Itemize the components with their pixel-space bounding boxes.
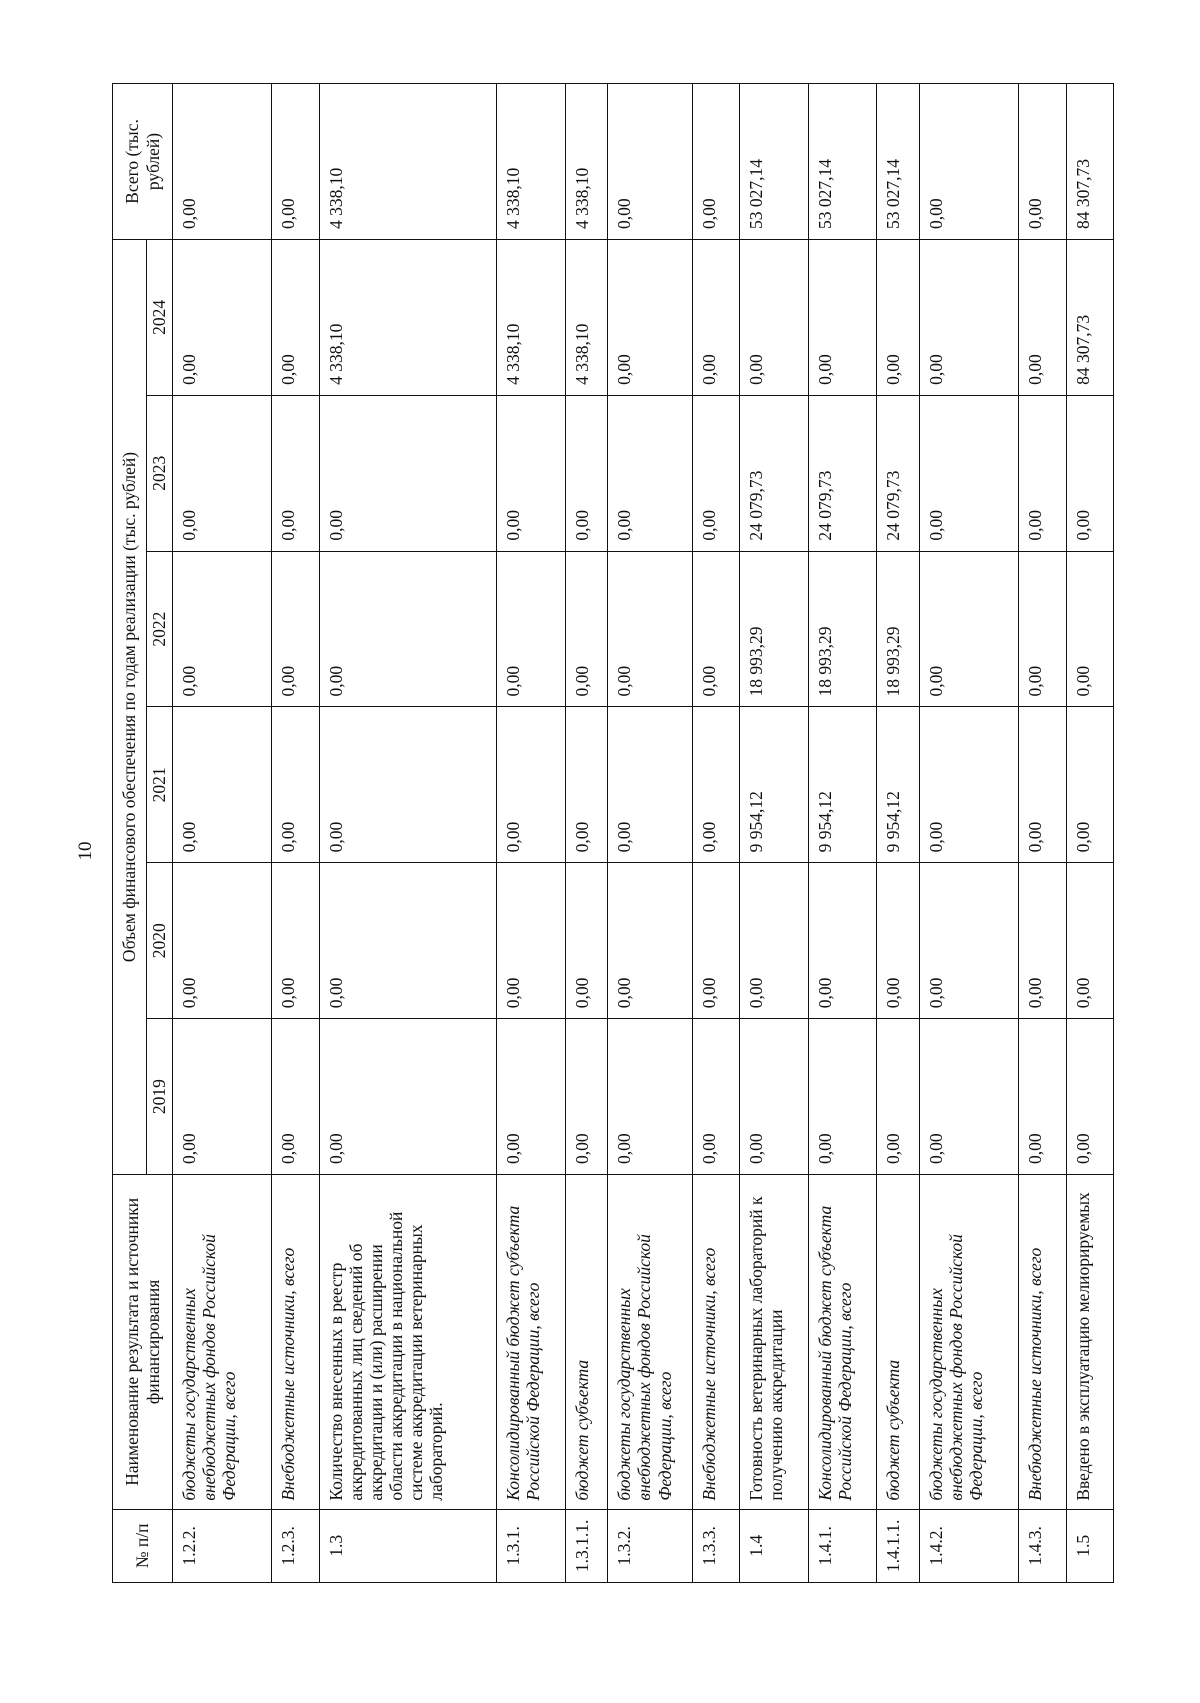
row-name: бюджет субъекта	[877, 1175, 920, 1510]
year-value-cell: 84 307,73	[1066, 239, 1113, 395]
year-value-cell: 0,00	[497, 707, 566, 863]
year-value-cell: 0,00	[1019, 863, 1066, 1019]
year-value-cell: 0,00	[319, 551, 496, 707]
year-value-cell: 0,00	[173, 707, 272, 863]
total-value-cell: 0,00	[692, 84, 739, 240]
header-index: № п/п	[113, 1509, 173, 1582]
year-value-cell: 0,00	[608, 395, 692, 551]
year-value-cell: 0,00	[877, 1019, 920, 1175]
year-value-cell: 0,00	[1019, 551, 1066, 707]
row-name: Консолидированный бюджет субъекта Российской Федерации, всего	[497, 1175, 566, 1510]
total-value-cell: 53 027,14	[740, 84, 809, 240]
table-row	[1019, 84, 1066, 1583]
year-value-cell: 0,00	[272, 239, 319, 395]
financing-table	[112, 83, 1114, 1583]
year-value-cell: 0,00	[565, 1019, 608, 1175]
header-row-1	[113, 84, 147, 1583]
year-value-cell: 0,00	[272, 551, 319, 707]
table-row	[808, 84, 877, 1583]
year-value-cell: 18 993,29	[808, 551, 877, 707]
row-index: 1.4.1.	[808, 1509, 877, 1582]
year-value-cell: 0,00	[1019, 395, 1066, 551]
year-value-cell: 18 993,29	[740, 551, 809, 707]
year-value-cell: 0,00	[692, 239, 739, 395]
table-row	[877, 84, 920, 1583]
year-value-cell: 0,00	[173, 1019, 272, 1175]
total-value-cell: 0,00	[272, 84, 319, 240]
year-value-cell: 0,00	[919, 1019, 1018, 1175]
table-row	[173, 84, 272, 1583]
header-year: 2022	[147, 551, 173, 707]
year-value-cell: 0,00	[497, 1019, 566, 1175]
row-name: Внебюджетные источники, всего	[1019, 1175, 1066, 1510]
year-value-cell: 0,00	[877, 863, 920, 1019]
year-value-cell: 0,00	[173, 863, 272, 1019]
year-value-cell: 0,00	[608, 707, 692, 863]
total-value-cell: 53 027,14	[877, 84, 920, 240]
row-index: 1.5	[1066, 1509, 1113, 1582]
table-row	[608, 84, 692, 1583]
total-value-cell: 0,00	[919, 84, 1018, 240]
total-value-cell: 53 027,14	[808, 84, 877, 240]
year-value-cell: 0,00	[608, 863, 692, 1019]
row-name: бюджет субъекта	[565, 1175, 608, 1510]
year-value-cell: 18 993,29	[877, 551, 920, 707]
total-value-cell: 0,00	[608, 84, 692, 240]
year-value-cell: 0,00	[497, 551, 566, 707]
year-value-cell: 0,00	[740, 1019, 809, 1175]
table-row	[1066, 84, 1113, 1583]
year-value-cell: 0,00	[692, 1019, 739, 1175]
year-value-cell: 0,00	[692, 551, 739, 707]
year-value-cell: 0,00	[808, 863, 877, 1019]
rotated-table-wrapper	[112, 83, 1114, 1583]
row-index: 1.3.1.1.	[565, 1509, 608, 1582]
year-value-cell: 0,00	[740, 239, 809, 395]
row-name: бюджеты государственных внебюджетных фондов Российской Федерации, всего	[173, 1175, 272, 1510]
year-value-cell: 0,00	[808, 1019, 877, 1175]
row-index: 1.4.1.1.	[877, 1509, 920, 1582]
year-value-cell: 24 079,73	[740, 395, 809, 551]
header-year: 2023	[147, 395, 173, 551]
year-value-cell: 0,00	[1019, 707, 1066, 863]
year-value-cell: 0,00	[319, 395, 496, 551]
row-index: 1.4.3.	[1019, 1509, 1066, 1582]
year-value-cell: 0,00	[919, 395, 1018, 551]
header-volume: Объем финансового обеспечения по годам реализации (тыс. рублей)	[113, 239, 147, 1174]
header-total: Всего (тыс. рублей)	[113, 84, 173, 240]
year-value-cell: 0,00	[497, 863, 566, 1019]
year-value-cell: 0,00	[608, 1019, 692, 1175]
year-value-cell: 4 338,10	[565, 239, 608, 395]
total-value-cell: 0,00	[1019, 84, 1066, 240]
year-value-cell: 24 079,73	[877, 395, 920, 551]
total-value-cell: 84 307,73	[1066, 84, 1113, 240]
year-value-cell: 0,00	[1066, 863, 1113, 1019]
year-value-cell: 9 954,12	[877, 707, 920, 863]
table-row	[692, 84, 739, 1583]
year-value-cell: 0,00	[565, 707, 608, 863]
year-value-cell: 0,00	[919, 863, 1018, 1019]
row-name: Внебюджетные источники, всего	[692, 1175, 739, 1510]
year-value-cell: 4 338,10	[497, 239, 566, 395]
row-index: 1.3.3.	[692, 1509, 739, 1582]
row-name: Готовность ветеринарных лабораторий к получению аккредитации	[740, 1175, 809, 1510]
year-value-cell: 0,00	[692, 395, 739, 551]
year-value-cell: 0,00	[272, 707, 319, 863]
year-value-cell: 0,00	[808, 239, 877, 395]
table-row	[740, 84, 809, 1583]
table-row	[272, 84, 319, 1583]
page-number: 10	[75, 841, 96, 861]
year-value-cell: 4 338,10	[319, 239, 496, 395]
year-value-cell: 0,00	[919, 707, 1018, 863]
row-name: Количество внесенных в реестр аккредитованных лиц сведений об аккредитации и (или) расширении области аккредитации в национальной системе аккредитации ветеринарных лабораторий.	[319, 1175, 496, 1510]
year-value-cell: 0,00	[173, 395, 272, 551]
year-value-cell: 0,00	[272, 1019, 319, 1175]
row-index: 1.3.1.	[497, 1509, 566, 1582]
year-value-cell: 9 954,12	[808, 707, 877, 863]
table-row	[919, 84, 1018, 1583]
year-value-cell: 24 079,73	[808, 395, 877, 551]
total-value-cell: 4 338,10	[565, 84, 608, 240]
year-value-cell: 0,00	[497, 395, 566, 551]
row-name: Консолидированный бюджет субъекта Российской Федерации, всего	[808, 1175, 877, 1510]
header-year: 2021	[147, 707, 173, 863]
row-name: Внебюджетные источники, всего	[272, 1175, 319, 1510]
year-value-cell: 0,00	[608, 551, 692, 707]
row-index: 1.4.2.	[919, 1509, 1018, 1582]
table-row	[319, 84, 496, 1583]
year-value-cell: 0,00	[565, 551, 608, 707]
row-name: бюджеты государственных внебюджетных фондов Российской Федерации, всего	[608, 1175, 692, 1510]
header-name: Наименование результата и источники финансирования	[113, 1175, 173, 1510]
year-value-cell: 0,00	[919, 551, 1018, 707]
year-value-cell: 9 954,12	[740, 707, 809, 863]
year-value-cell: 0,00	[173, 551, 272, 707]
year-value-cell: 0,00	[1019, 239, 1066, 395]
year-value-cell: 0,00	[608, 239, 692, 395]
row-index: 1.3.2.	[608, 1509, 692, 1582]
year-value-cell: 0,00	[1066, 1019, 1113, 1175]
year-value-cell: 0,00	[1019, 1019, 1066, 1175]
row-index: 1.3	[319, 1509, 496, 1582]
table-row	[497, 84, 566, 1583]
year-value-cell: 0,00	[1066, 551, 1113, 707]
table-body	[173, 84, 1114, 1583]
year-value-cell: 0,00	[692, 707, 739, 863]
year-value-cell: 0,00	[1066, 395, 1113, 551]
year-value-cell: 0,00	[692, 863, 739, 1019]
total-value-cell: 0,00	[173, 84, 272, 240]
table-row	[565, 84, 608, 1583]
year-value-cell: 0,00	[173, 239, 272, 395]
year-value-cell: 0,00	[272, 395, 319, 551]
total-value-cell: 4 338,10	[319, 84, 496, 240]
header-year: 2020	[147, 863, 173, 1019]
row-index: 1.2.2.	[173, 1509, 272, 1582]
row-index: 1.2.3.	[272, 1509, 319, 1582]
header-year: 2024	[147, 239, 173, 395]
year-value-cell: 0,00	[272, 863, 319, 1019]
year-value-cell: 0,00	[740, 863, 809, 1019]
row-name: Введено в эксплуатацию мелиорируемых	[1066, 1175, 1113, 1510]
year-value-cell: 0,00	[565, 395, 608, 551]
year-value-cell: 0,00	[319, 707, 496, 863]
year-value-cell: 0,00	[919, 239, 1018, 395]
header-year: 2019	[147, 1019, 173, 1175]
row-name: бюджеты государственных внебюджетных фондов Российской Федерации, всего	[919, 1175, 1018, 1510]
year-value-cell: 0,00	[319, 1019, 496, 1175]
total-value-cell: 4 338,10	[497, 84, 566, 240]
year-value-cell: 0,00	[877, 239, 920, 395]
year-value-cell: 0,00	[319, 863, 496, 1019]
row-index: 1.4	[740, 1509, 809, 1582]
year-value-cell: 0,00	[565, 863, 608, 1019]
year-value-cell: 0,00	[1066, 707, 1113, 863]
